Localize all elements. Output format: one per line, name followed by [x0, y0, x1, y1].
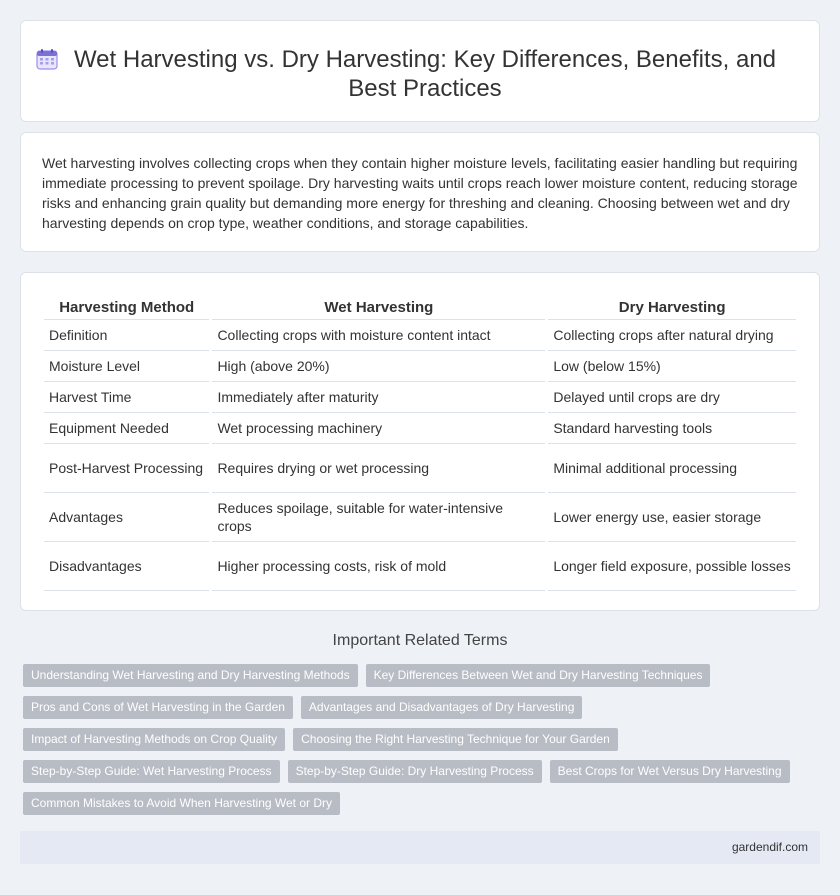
- table-cell: Higher processing costs, risk of mold: [212, 542, 545, 591]
- related-term-tag[interactable]: Key Differences Between Wet and Dry Harvesting Techniques: [366, 664, 711, 687]
- table-cell: Equipment Needed: [44, 413, 209, 444]
- title-card: [20, 20, 820, 122]
- table-cell: Collecting crops after natural drying: [548, 320, 796, 351]
- intro-card: [20, 132, 820, 252]
- table-header: Harvesting Method: [44, 293, 209, 320]
- comparison-table-card: [20, 272, 820, 611]
- related-term-tag[interactable]: Pros and Cons of Wet Harvesting in the Garden: [23, 696, 293, 719]
- table-row: [44, 542, 796, 591]
- table-cell: Harvest Time: [44, 382, 209, 413]
- table-cell: Immediately after maturity: [212, 382, 545, 413]
- table-row: [44, 444, 796, 493]
- table-header: Dry Harvesting: [548, 293, 796, 320]
- table-cell: Low (below 15%): [548, 351, 796, 382]
- related-terms-list: [23, 664, 813, 815]
- related-term-tag[interactable]: Impact of Harvesting Methods on Crop Quality: [23, 728, 285, 751]
- table-cell: Longer field exposure, possible losses: [548, 542, 796, 591]
- comparison-table: [41, 293, 799, 591]
- table-cell: Moisture Level: [44, 351, 209, 382]
- related-term-tag[interactable]: Best Crops for Wet Versus Dry Harvesting: [550, 760, 790, 783]
- table-cell: Collecting crops with moisture content intact: [212, 320, 545, 351]
- related-term-tag[interactable]: Step-by-Step Guide: Dry Harvesting Process: [288, 760, 542, 783]
- table-cell: High (above 20%): [212, 351, 545, 382]
- table-cell: Wet processing machinery: [212, 413, 545, 444]
- table-cell: Advantages: [44, 493, 209, 542]
- footer-site-link[interactable]: gardendif.com: [731, 840, 808, 854]
- table-row: [44, 493, 796, 542]
- related-term-tag[interactable]: Advantages and Disadvantages of Dry Harvesting: [301, 696, 582, 719]
- table-cell: Disadvantages: [44, 542, 209, 591]
- related-term-tag[interactable]: Choosing the Right Harvesting Technique for Your Garden: [293, 728, 618, 751]
- table-cell: Requires drying or wet processing: [212, 444, 545, 493]
- page-title: Wet Harvesting vs. Dry Harvesting: Key Differences, Benefits, and Best Practices: [73, 46, 777, 102]
- intro-paragraph: Wet harvesting involves collecting crops when they contain higher moisture levels, facilitating easier handling but requiring immediate processing to prevent spoilage. Dry harvesting waits until crops reach lower moisture content, reducing storage risks and enhancing grain quality but demanding more energy for threshing and cleaning. Choosing between wet and dry harvesting depends on crop type, weather conditions, and storage capabilities.: [42, 155, 798, 231]
- table-cell: Lower energy use, easier storage: [548, 493, 796, 542]
- related-terms-title: Important Related Terms: [332, 632, 508, 649]
- table-cell: Definition: [44, 320, 209, 351]
- table-header: Wet Harvesting: [212, 293, 545, 320]
- table-cell: Standard harvesting tools: [548, 413, 796, 444]
- footer: [20, 831, 820, 864]
- table-cell: Minimal additional processing: [548, 444, 796, 493]
- table-row: [44, 351, 796, 382]
- table-cell: Reduces spoilage, suitable for water-intensive crops: [212, 493, 545, 542]
- table-row: [44, 413, 796, 444]
- related-term-tag[interactable]: Understanding Wet Harvesting and Dry Harvesting Methods: [23, 664, 358, 687]
- table-cell: Post-Harvest Processing: [44, 444, 209, 493]
- calendar-icon: [35, 47, 59, 71]
- table-cell: Delayed until crops are dry: [548, 382, 796, 413]
- related-term-tag[interactable]: Step-by-Step Guide: Wet Harvesting Process: [23, 760, 280, 783]
- related-term-tag[interactable]: Common Mistakes to Avoid When Harvesting Wet or Dry: [23, 792, 340, 815]
- table-row: [44, 320, 796, 351]
- table-row: [44, 382, 796, 413]
